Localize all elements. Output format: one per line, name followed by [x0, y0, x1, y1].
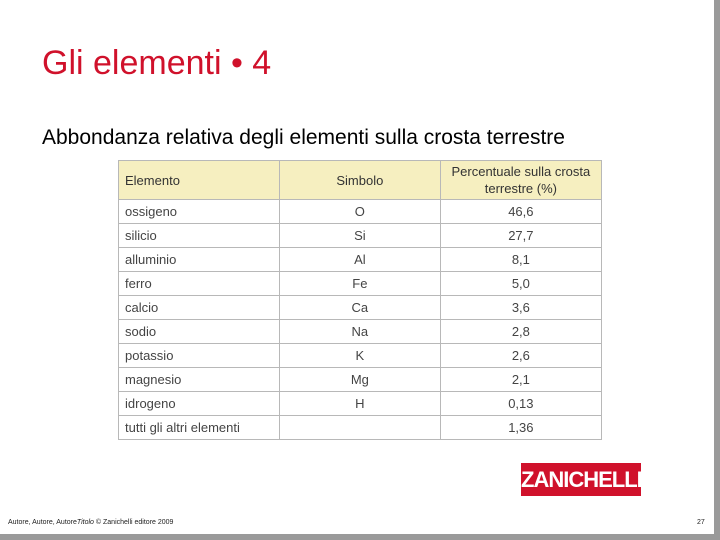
cell-element: silicio [119, 224, 280, 248]
table-row [119, 392, 602, 416]
table-row [119, 368, 602, 392]
elements-abundance-table [118, 160, 602, 440]
cell-percentage: 27,7 [440, 224, 601, 248]
cell-element: ossigeno [119, 200, 280, 224]
footer-authors: Autore, Autore, Autore [8, 519, 77, 526]
table-row [119, 224, 602, 248]
page-number: 27 [697, 519, 705, 526]
header-percentage: Percentuale sulla crosta terrestre (%) [440, 161, 601, 200]
cell-symbol: K [279, 344, 440, 368]
slide-title: Gli elementi • 4 [42, 44, 272, 82]
table-body [119, 200, 602, 440]
table-header-row [119, 161, 602, 200]
cell-percentage: 1,36 [440, 416, 601, 440]
table-row [119, 248, 602, 272]
cell-percentage: 2,8 [440, 320, 601, 344]
footer-credits [8, 519, 173, 526]
cell-symbol: O [279, 200, 440, 224]
cell-element: magnesio [119, 368, 280, 392]
cell-symbol: Na [279, 320, 440, 344]
zanichelli-logo: ZANICHELLI [521, 463, 641, 496]
cell-percentage: 3,6 [440, 296, 601, 320]
header-element: Elemento [119, 161, 280, 200]
cell-element: tutti gli altri elementi [119, 416, 280, 440]
table-row [119, 272, 602, 296]
cell-element: calcio [119, 296, 280, 320]
cell-percentage: 5,0 [440, 272, 601, 296]
cell-element: ferro [119, 272, 280, 296]
cell-percentage: 2,6 [440, 344, 601, 368]
cell-symbol: Si [279, 224, 440, 248]
cell-element: idrogeno [119, 392, 280, 416]
table-row [119, 320, 602, 344]
cell-percentage: 8,1 [440, 248, 601, 272]
cell-symbol: Ca [279, 296, 440, 320]
table-row [119, 416, 602, 440]
cell-symbol: H [279, 392, 440, 416]
footer-work-title: Titolo [76, 519, 94, 526]
table-row [119, 200, 602, 224]
cell-percentage: 46,6 [440, 200, 601, 224]
cell-symbol: Al [279, 248, 440, 272]
slide-subtitle: Abbondanza relativa degli elementi sulla crosta terrestre [42, 126, 565, 149]
cell-symbol [279, 416, 440, 440]
table-row [119, 296, 602, 320]
header-symbol: Simbolo [279, 161, 440, 200]
cell-element: alluminio [119, 248, 280, 272]
cell-element: potassio [119, 344, 280, 368]
cell-element: sodio [119, 320, 280, 344]
footer-publisher: © Zanichelli editore 2009 [93, 519, 174, 526]
cell-symbol: Fe [279, 272, 440, 296]
cell-percentage: 0,13 [440, 392, 601, 416]
table-row [119, 344, 602, 368]
cell-percentage: 2,1 [440, 368, 601, 392]
cell-symbol: Mg [279, 368, 440, 392]
